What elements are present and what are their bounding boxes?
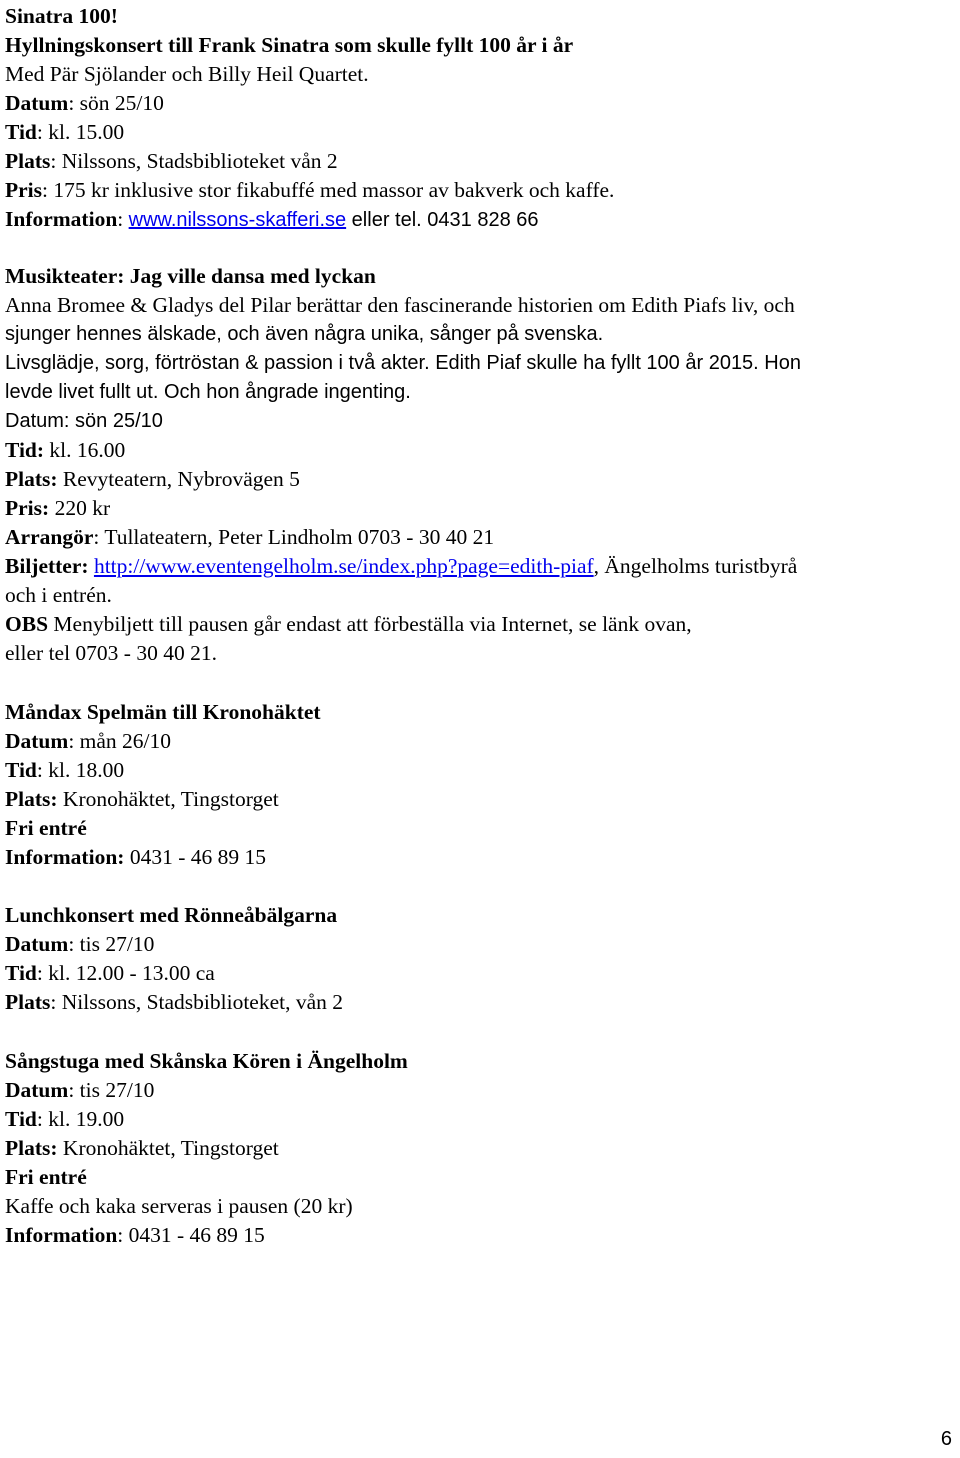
event-obs xyxy=(5,610,801,639)
info-value: 0431 - 46 89 15 xyxy=(124,845,266,869)
event-sinatra xyxy=(5,2,614,235)
date-label: Datum xyxy=(5,932,69,956)
organizer-label: Arrangör xyxy=(5,525,94,549)
event-date xyxy=(5,89,614,118)
venue-label: Plats: xyxy=(5,787,58,811)
time-value: : kl. 12.00 - 13.00 ca xyxy=(36,961,215,985)
event-info xyxy=(5,843,321,872)
entry-text: Fri entré xyxy=(5,816,87,840)
tickets-link[interactable]: http://www.eventengelholm.se/index.php?page=edith-piaf xyxy=(93,554,594,578)
event-info: Information: www.nilssons-skafferi.se eller tel. 0431 828 66 xyxy=(5,207,539,231)
event-description: Anna Bromee & Gladys del Pilar berättar den fascinerande historien om Edith Piafs liv, och xyxy=(5,293,795,317)
info-label: Information xyxy=(5,207,118,231)
event-venue xyxy=(5,147,614,176)
date-value: : sön 25/10 xyxy=(68,91,164,115)
date-value: : mån 26/10 xyxy=(68,729,172,753)
venue-value: : Nilssons, Stadsbiblioteket, vån 2 xyxy=(50,990,344,1014)
time-value: : kl. 19.00 xyxy=(36,1107,125,1131)
time-value: : kl. 15.00 xyxy=(36,120,125,144)
entry-text: Fri entré xyxy=(5,1165,87,1189)
venue-label: Plats xyxy=(5,149,51,173)
event-info xyxy=(5,1221,408,1250)
event-note: Kaffe och kaka serveras i pausen (20 kr) xyxy=(5,1194,353,1218)
tickets-value-cont: och i entrén. xyxy=(5,583,112,607)
nilssons-link[interactable]: www.nilssons-skafferi.se xyxy=(128,209,347,231)
event-venue xyxy=(5,988,343,1017)
obs-label: OBS xyxy=(5,612,49,636)
event-tickets xyxy=(5,552,801,581)
event-time xyxy=(5,756,321,785)
info-phone: eller tel. 0431 828 66 xyxy=(346,209,539,231)
tickets-label: Biljetter: xyxy=(5,554,89,578)
event-title: Musikteater: Jag ville dansa med lyckan xyxy=(5,264,376,288)
organizer-value: : Tullateatern, Peter Lindholm 0703 - 30 40 21 xyxy=(93,525,495,549)
event-title: Lunchkonsert med Rönneåbälgarna xyxy=(5,903,338,927)
price-label: Pris: xyxy=(5,496,50,520)
event-title: Sångstuga med Skånska Kören i Ängelholm xyxy=(5,1049,408,1073)
event-musikteater xyxy=(5,262,801,668)
date-value: : tis 27/10 xyxy=(68,1078,155,1102)
venue-label: Plats xyxy=(5,990,51,1014)
time-label: Tid xyxy=(5,120,37,144)
venue-label: Plats: xyxy=(5,1136,58,1160)
event-venue xyxy=(5,1134,408,1163)
page-number: 6 xyxy=(940,1428,952,1450)
price-label: Pris xyxy=(5,178,43,202)
event-date xyxy=(5,727,321,756)
event-venue xyxy=(5,785,321,814)
event-time xyxy=(5,118,614,147)
date-label: Datum xyxy=(5,1078,69,1102)
venue-value: Kronohäktet, Tingstorget xyxy=(57,787,279,811)
date-value: : tis 27/10 xyxy=(68,932,155,956)
time-label: Tid xyxy=(5,1107,37,1131)
event-venue xyxy=(5,465,801,494)
time-label: Tid xyxy=(5,758,37,782)
event-lunchkonsert xyxy=(5,901,343,1017)
event-price xyxy=(5,494,801,523)
event-title: Sinatra 100! xyxy=(5,4,118,28)
info-label: Information xyxy=(5,1223,118,1247)
event-mandax xyxy=(5,698,321,872)
venue-label: Plats: xyxy=(5,467,58,491)
date-label: Datum xyxy=(5,91,69,115)
time-label: Tid xyxy=(5,961,37,985)
venue-value: Revyteatern, Nybrovägen 5 xyxy=(57,467,300,491)
obs-value-cont: eller tel 0703 - 30 40 21. xyxy=(5,641,217,665)
venue-value: : Nilssons, Stadsbiblioteket vån 2 xyxy=(50,149,338,173)
event-price xyxy=(5,176,614,205)
date-label: Datum: xyxy=(5,410,70,432)
time-value: kl. 16.00 xyxy=(44,438,126,462)
event-title: Måndax Spelmän till Kronohäktet xyxy=(5,700,321,724)
event-time xyxy=(5,1105,408,1134)
info-value: : 0431 - 46 89 15 xyxy=(117,1223,265,1247)
date-label: Datum xyxy=(5,729,69,753)
price-value: : 175 kr inklusive stor fikabuffé med massor av bakverk och kaffe. xyxy=(42,178,615,202)
venue-value: Kronohäktet, Tingstorget xyxy=(57,1136,279,1160)
event-date xyxy=(5,930,343,959)
event-time xyxy=(5,436,801,465)
time-label: Tid: xyxy=(5,438,45,462)
event-performers: Med Pär Sjölander och Billy Heil Quartet. xyxy=(5,62,369,86)
event-description: levde livet fullt ut. Och hon ångrade ingenting. xyxy=(5,381,411,403)
event-time xyxy=(5,959,343,988)
event-subtitle: Hyllningskonsert till Frank Sinatra som skulle fyllt 100 år i år xyxy=(5,33,574,57)
obs-value: Menybiljett till pausen går endast att förbeställa via Internet, se länk ovan, xyxy=(48,612,692,636)
date-value: sön 25/10 xyxy=(69,410,163,432)
event-date xyxy=(5,1076,408,1105)
price-value: 220 kr xyxy=(49,496,111,520)
event-organizer xyxy=(5,523,801,552)
event-description: sjunger hennes älskade, och även några unika, sånger på svenska. xyxy=(5,323,604,345)
event-description: Livsglädje, sorg, förtröstan & passion i två akter. Edith Piaf skulle ha fyllt 100 år 2015. Hon xyxy=(5,352,801,374)
event-sangstuga xyxy=(5,1047,408,1250)
tickets-value: , Ängelholms turistbyrå xyxy=(593,554,798,578)
info-label: Information: xyxy=(5,845,125,869)
time-value: : kl. 18.00 xyxy=(36,758,125,782)
event-date xyxy=(5,407,801,436)
